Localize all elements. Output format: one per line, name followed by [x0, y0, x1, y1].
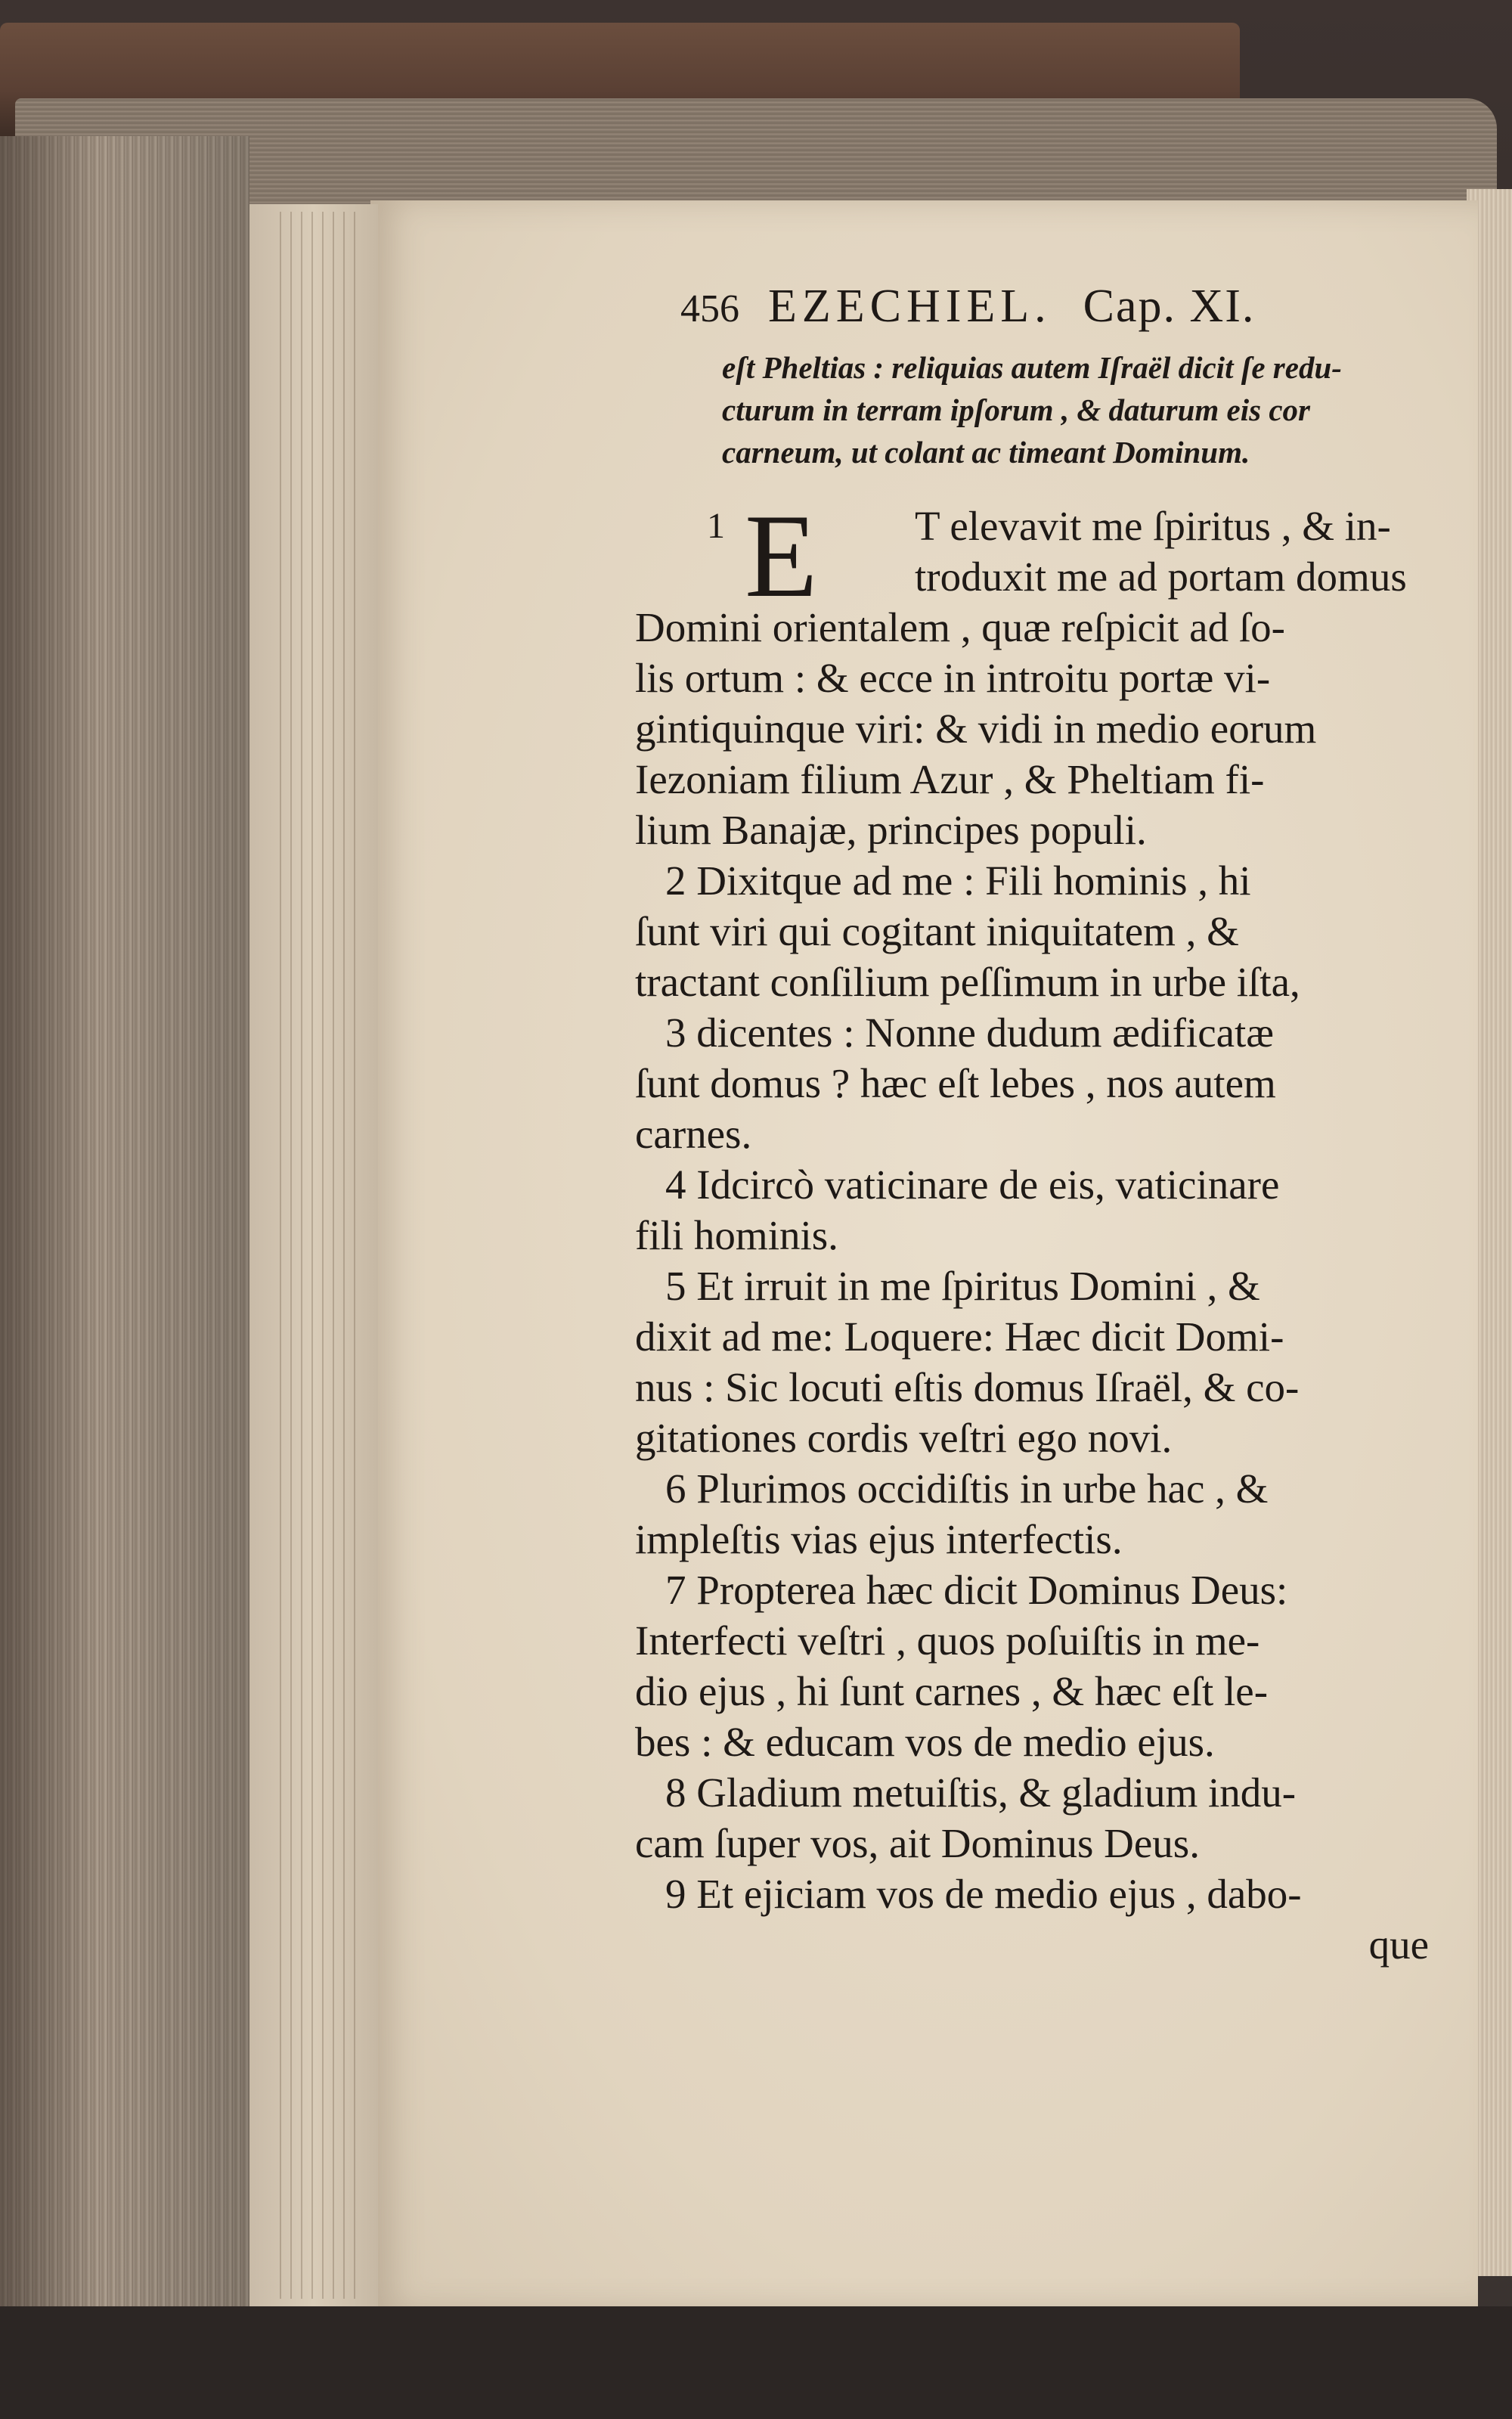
running-head	[680, 280, 1489, 342]
chapter-label: Cap. XI.	[1083, 281, 1256, 332]
summary-line: eſt Pheltias : reliquias autem Iſraël dicit ſe redu-	[722, 350, 1342, 385]
verse-line: 6 Plurimos occidiſtis in urbe hac , &	[665, 1465, 1269, 1512]
verse-line: ſunt domus ? hæc eſt lebes , nos autem	[635, 1060, 1276, 1106]
verse-line: 7 Propterea hæc dicit Dominus Deus:	[665, 1567, 1288, 1613]
verse-line: carnes.	[635, 1111, 752, 1157]
verse-number: 1	[707, 506, 725, 546]
verses	[635, 490, 1489, 1970]
verse-line: Interfecti veſtri , quos poſuiſtis in me-	[635, 1617, 1260, 1664]
verse-line: T elevavit me ſpiritus , & in-	[915, 503, 1391, 549]
verse-line: impleſtis vias ejus interfectis.	[635, 1516, 1123, 1562]
text-block	[635, 280, 1489, 1970]
verse-line: lium Banajæ, principes populi.	[635, 807, 1147, 853]
verse-line: cam ſuper vos, ait Dominus Deus.	[635, 1820, 1200, 1866]
verse-line: 9 Et ejiciam vos de medio ejus , dabo-	[665, 1871, 1302, 1917]
verse-line: gintiquinque viri: & vidi in medio eorum	[635, 706, 1317, 752]
catchword: que	[1368, 1921, 1429, 1968]
verse-line: 8 Gladium metuiſtis, & gladium indu-	[665, 1769, 1297, 1816]
verse-line: fili hominis.	[635, 1212, 838, 1258]
page-edges-left	[0, 136, 249, 2306]
verse-line: dixit ad me: Loquere: Hæc dicit Domi-	[635, 1313, 1284, 1360]
verse-line: dio ejus , hi ſunt carnes , & hæc eſt le-	[635, 1668, 1269, 1714]
verse-line: Iezoniam filium Azur , & Pheltiam fi-	[635, 756, 1265, 802]
verse-line: 2 Dixitque ad me : Fili hominis , hi	[665, 858, 1251, 904]
chapter-summary	[722, 346, 1486, 473]
verse-line: gitationes cordis veſtri ego novi.	[635, 1415, 1173, 1461]
page-number: 456	[680, 287, 739, 330]
verse-line: Domini orientalem , quæ reſpicit ad ſo-	[635, 604, 1285, 650]
table-surface	[0, 2306, 1512, 2419]
verse-line: lis ortum : & ecce in introitu portæ vi-	[635, 655, 1271, 701]
verse-1	[635, 490, 1489, 855]
drop-capital: E	[745, 490, 818, 622]
verse-line: troduxit me ad portam domus	[915, 554, 1407, 600]
verse-line: bes : & educam vos de medio ejus.	[635, 1719, 1215, 1765]
verse-line: 4 Idcircò vaticinare de eis, vaticinare	[665, 1161, 1280, 1208]
gutter-page-lines	[280, 212, 363, 2299]
verse-line: nus : Sic locuti eſtis domus Iſraël, & co-	[635, 1364, 1300, 1410]
summary-line: carneum, ut colant ac timeant Dominum.	[722, 435, 1250, 470]
verse-line: 5 Et irruit in me ſpiritus Domini , &	[665, 1263, 1260, 1309]
verse-line: 3 dicentes : Nonne dudum ædificatæ	[665, 1009, 1274, 1056]
verse-line: tractant conſilium peſſimum in urbe iſta,	[635, 959, 1300, 1005]
verse-line: ſunt viri qui cogitant iniquitatem , &	[635, 908, 1239, 954]
summary-line: cturum in terram ipſorum , & daturum eis cor	[722, 392, 1310, 427]
book-title: EZECHIEL.	[768, 281, 1052, 332]
